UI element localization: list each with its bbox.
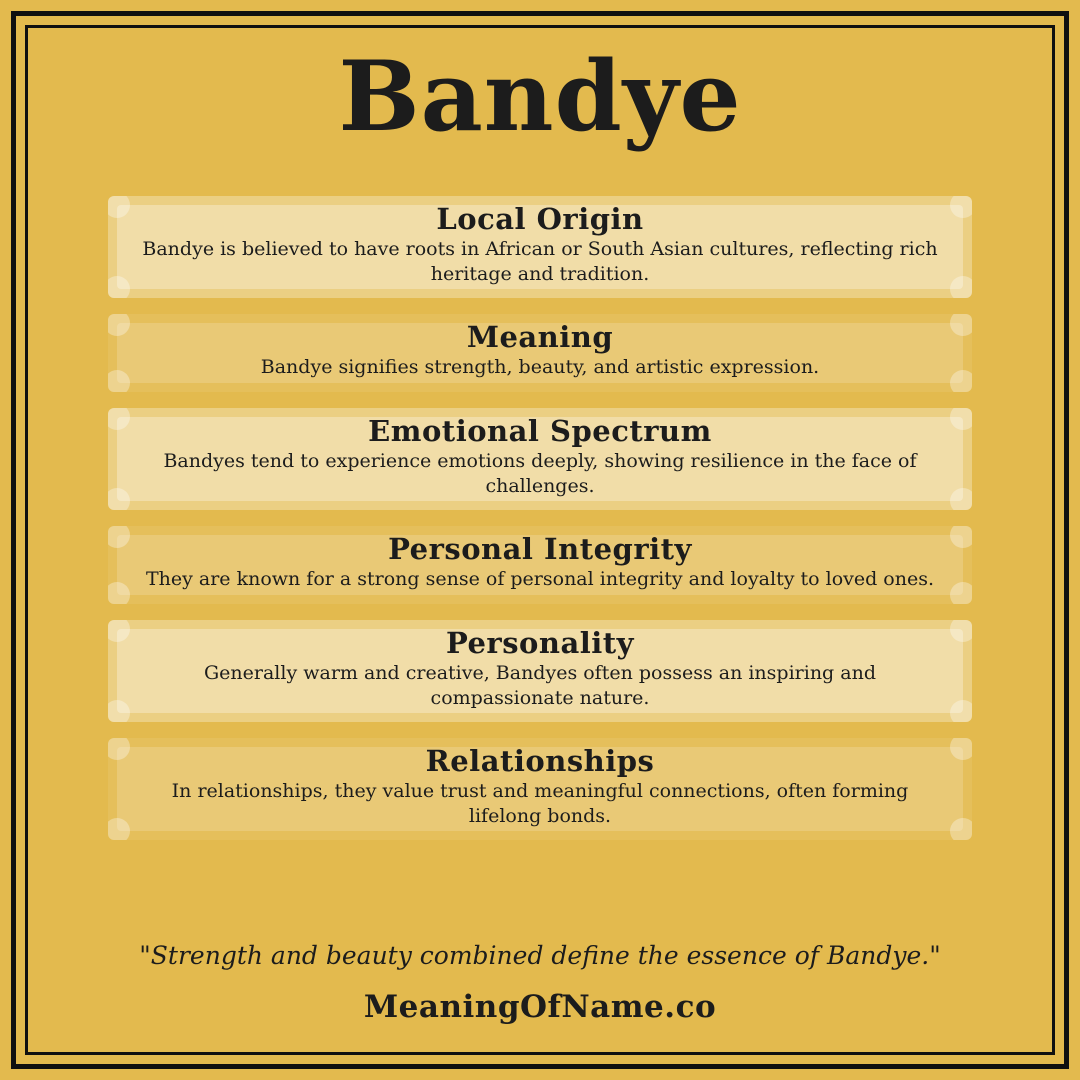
page-title: Bandye: [338, 40, 742, 153]
section-heading: Local Origin: [436, 202, 644, 237]
corner-dot-icon: [950, 276, 972, 298]
section-content: [142, 319, 938, 380]
section-personal-integrity: [108, 526, 972, 604]
section-heading: Relationships: [425, 744, 655, 779]
inner-border-frame: [25, 25, 1055, 1055]
corner-dot-icon: [950, 488, 972, 510]
corner-dot-icon: [108, 276, 130, 298]
outer-border-frame: [11, 11, 1069, 1069]
section-content: [142, 743, 938, 829]
corner-dot-icon: [108, 582, 130, 604]
corner-dot-icon: [950, 582, 972, 604]
sections-list: [108, 196, 972, 840]
section-body: Generally warm and creative, Bandyes often possess an inspiring and compassionate nature.: [203, 662, 876, 710]
section-heading: Emotional Spectrum: [368, 414, 712, 449]
section-body: In relationships, they value trust and meaningful connections, often forming lifelong bonds.: [171, 780, 909, 828]
section-body: Bandye is believed to have roots in African or South Asian cultures, reflecting rich heritage and tradition.: [142, 238, 938, 286]
section-content: [142, 201, 938, 287]
section-meaning: [108, 314, 972, 392]
section-heading: Personal Integrity: [388, 532, 692, 567]
section-personality: [108, 620, 972, 722]
section-local-origin: [108, 196, 972, 298]
corner-dot-icon: [950, 818, 972, 840]
section-content: [142, 531, 938, 592]
section-heading: Personality: [445, 626, 635, 661]
section-emotional-spectrum: [108, 408, 972, 510]
section-heading: Meaning: [466, 320, 614, 355]
site-name: MeaningOfName.co: [363, 988, 717, 1025]
corner-dot-icon: [108, 818, 130, 840]
corner-dot-icon: [950, 370, 972, 392]
section-relationships: [108, 738, 972, 840]
section-body: They are known for a strong sense of personal integrity and loyalty to loved ones.: [145, 568, 935, 591]
section-body: Bandye signifies strength, beauty, and artistic expression.: [260, 356, 820, 379]
corner-dot-icon: [108, 370, 130, 392]
section-content: [142, 413, 938, 499]
essence-quote: "Strength and beauty combined define the essence of Bandye.": [139, 941, 941, 971]
corner-dot-icon: [950, 700, 972, 722]
section-body: Bandyes tend to experience emotions deeply, showing resilience in the face of challenges.: [163, 450, 917, 498]
section-content: [142, 625, 938, 711]
corner-dot-icon: [108, 700, 130, 722]
corner-dot-icon: [108, 488, 130, 510]
